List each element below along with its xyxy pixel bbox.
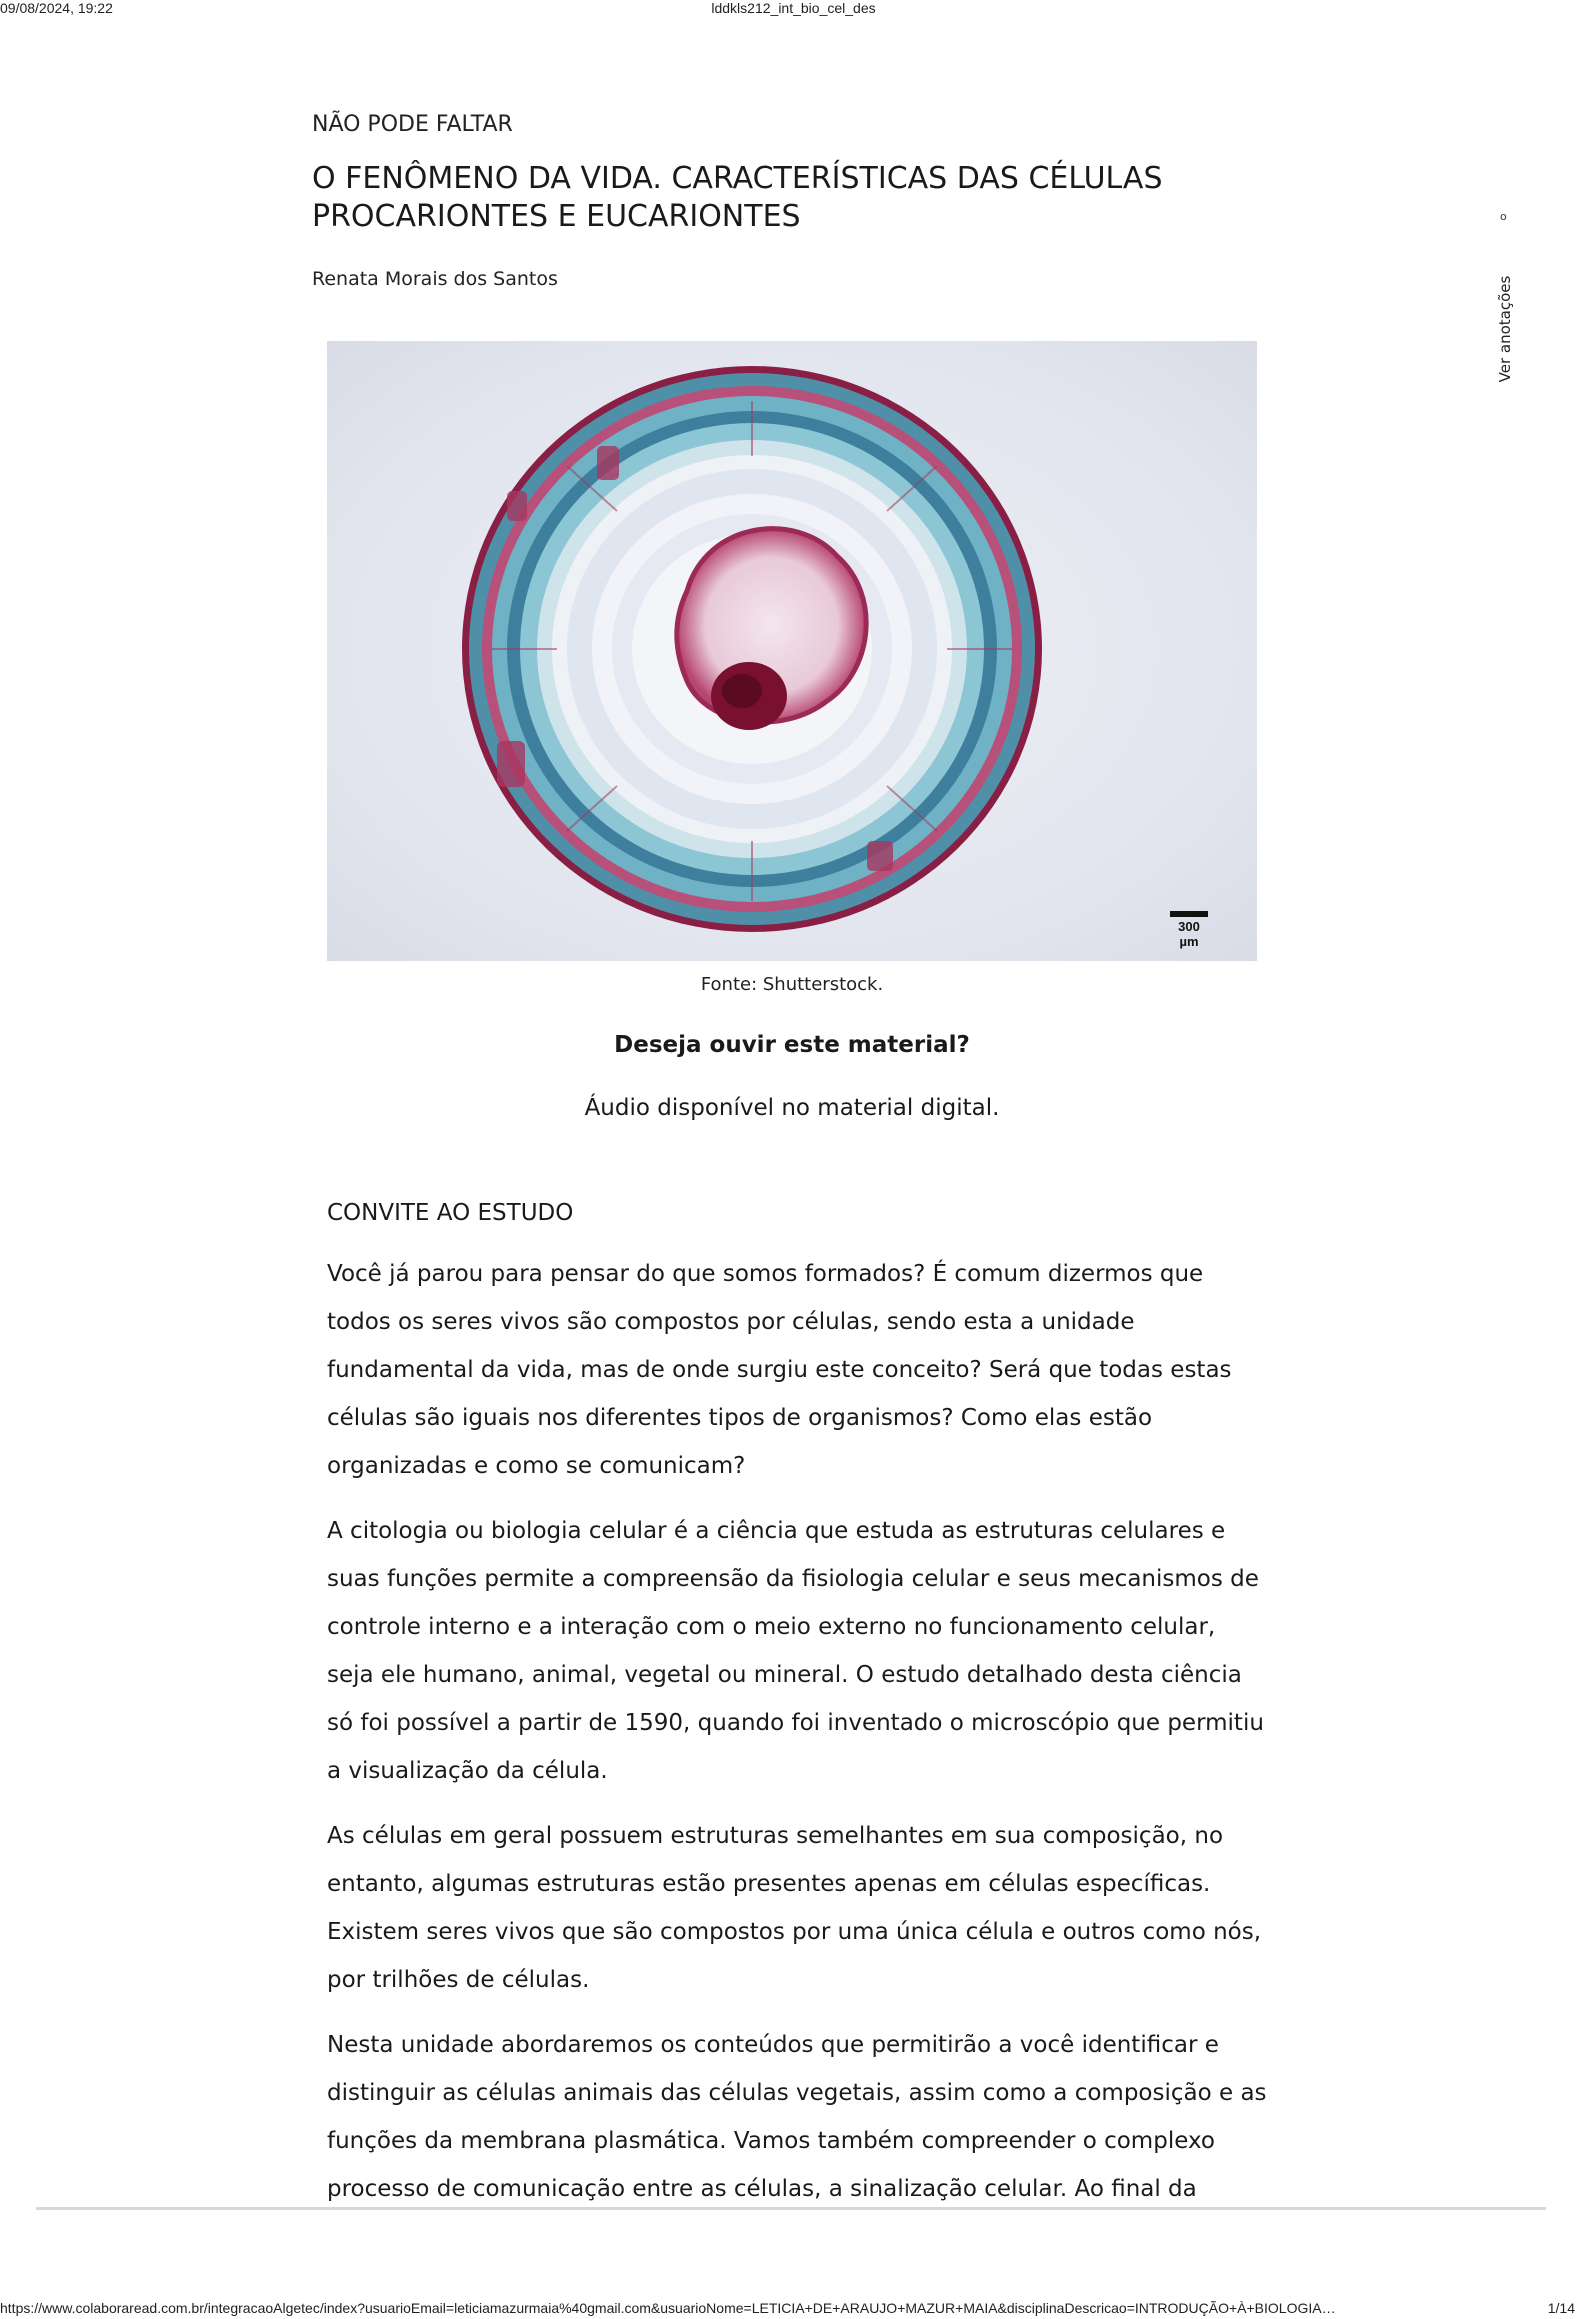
- paragraph: Você já parou para pensar do que somos formados? É comum dizermos que todos os seres vivos são compostos por células, sendo esta a unidade fundamental da vida, mas de onde surgiu este conceito? Será que todas estas células são iguais nos diferentes tipos de organismos? Como elas estão organizadas e como se comunicam?: [327, 1261, 1232, 1479]
- section-kicker: NÃO PODE FALTAR: [312, 112, 513, 137]
- author-name: Renata Morais dos Santos: [312, 268, 558, 290]
- annotation-indicator-icon: o: [1500, 210, 1507, 223]
- stem-cross-section-image: [327, 341, 1257, 961]
- section-body: [327, 1250, 1267, 2230]
- view-annotations-link[interactable]: Ver anotações: [1496, 275, 1514, 383]
- paragraph: A citologia ou biologia celular é a ciência que estuda as estruturas celulares e suas funções permite a compreensão da fisiologia celular e seus mecanismos de controle interno e a interação com o meio externo no funcionamento celular, seja ele humano, animal, vegetal ou mineral. O estudo detalhado desta ciência só foi possível a partir de 1590, quando foi inventado o microscópio que permitiu a visualização da célula.: [327, 1518, 1264, 1784]
- print-document-name: lddkls212_int_bio_cel_des: [711, 0, 876, 16]
- page-divider: [36, 2207, 1546, 2210]
- title-line-2: PROCARIONTES E EUCARIONTES: [312, 199, 801, 234]
- print-page-number: 1/14: [1547, 2300, 1575, 2316]
- print-url: https://www.colaboraread.com.br/integracaoAlgetec/index?usuarioEmail=leticiamazurmaia%40gmail.com&usuarioNome=LETICIA+DE+ARAUJO+MAZUR+MAIA&disciplinaDescricao=INTRODUÇÃO+À+BIOLOGIA…: [0, 2300, 1336, 2316]
- paragraph: As células em geral possuem estruturas semelhantes em sua composição, no entanto, algumas estruturas estão presentes apenas em células específicas. Existem seres vivos que são compostos por uma única célula e outros como nós, por trilhões de células.: [327, 1823, 1262, 1993]
- micrograph-figure: [327, 341, 1257, 961]
- audio-note: Áudio disponível no material digital.: [584, 1095, 1000, 1121]
- title-line-1: O FENÔMENO DA VIDA. CARACTERÍSTICAS DAS CÉLULAS: [312, 161, 1163, 196]
- page-title: [312, 160, 1212, 236]
- print-datetime: 09/08/2024, 19:22: [0, 0, 113, 16]
- paragraph: Nesta unidade abordaremos os conteúdos que permitirão a você identificar e distinguir as células animais das células vegetais, assim como a composição e as funções da membrana plasmática. Vamos também compreender o complexo processo de comunicação entre as células, a sinalização celular. Ao final da: [327, 2032, 1267, 2202]
- scale-bar-line: [1170, 911, 1208, 917]
- section-heading: CONVITE AO ESTUDO: [327, 1200, 574, 1226]
- annotations-panel-toggle[interactable]: [1490, 210, 1520, 400]
- figure-caption: Fonte: Shutterstock.: [700, 974, 884, 995]
- scale-bar-label: 300 µm: [1178, 919, 1200, 949]
- scale-bar: [1169, 911, 1209, 949]
- audio-prompt: Deseja ouvir este material?: [614, 1032, 970, 1058]
